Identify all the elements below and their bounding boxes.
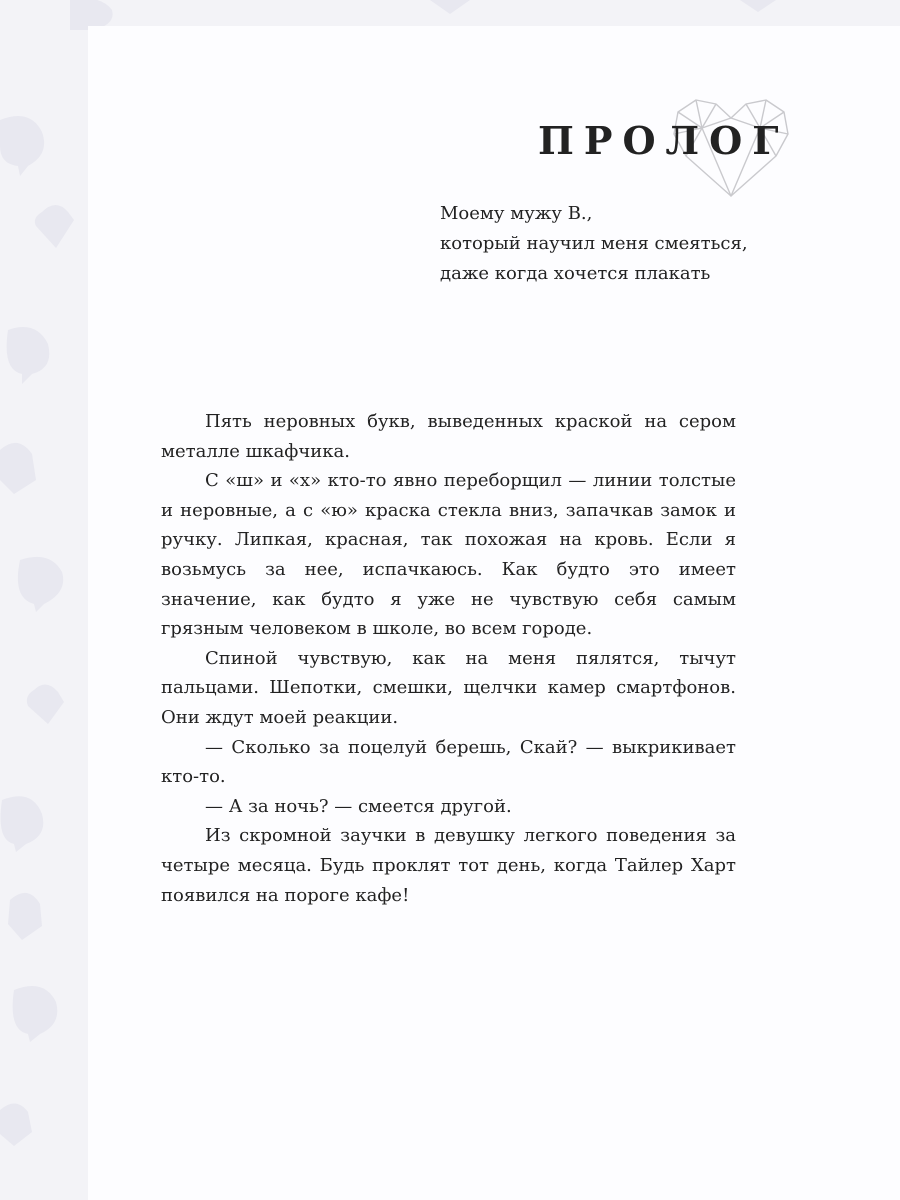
paragraph: Спиной чувствую, как на меня пялятся, тычут пальцами. Шепотки, смешки, щелчки камер смартфонов. Они ждут моей реакции. xyxy=(161,647,736,728)
heart-shape xyxy=(8,893,42,940)
paragraph: С «ш» и «х» кто-то явно переборщил — линии толстые и неровные, а с «ю» краска стекла вниз, запачкав замок и ручку. Липкая, красная, так похожая на кровь. Если я возьмусь за нее, испачкаюсь. Как будто это имеет значение, как будто я уже не чувствую себя самым грязным человеком в школе, во всем городе. xyxy=(161,470,736,640)
heart-shape xyxy=(0,443,36,494)
speech-bubble-shape xyxy=(1,796,44,852)
paragraph: — А за ночь? — смеется другой. xyxy=(205,795,512,817)
epigraph xyxy=(440,199,748,289)
paragraph: Пять неровных букв, выведенных краской на сером металле шкафчика. xyxy=(161,411,736,462)
heart-shape xyxy=(740,0,776,12)
paragraph: Из скромной заучки в девушку легкого поведения за четыре месяца. Будь проклят тот день, когда Тайлер Харт появился на пороге кафе! xyxy=(161,825,736,906)
epigraph-line: который научил меня смеяться, xyxy=(440,233,748,254)
heart-shape xyxy=(0,1103,32,1146)
speech-bubble-shape xyxy=(18,557,63,612)
speech-bubble-shape xyxy=(0,116,44,176)
heart-shape xyxy=(35,205,74,248)
epigraph-line: даже когда хочется плакать xyxy=(440,263,711,284)
chapter-body xyxy=(161,407,736,910)
chapter-title: ПРОЛОГ xyxy=(538,118,789,163)
heart-shape xyxy=(27,684,64,724)
speech-bubble-shape xyxy=(13,986,58,1042)
paragraph: — Сколько за поцелуй берешь, Скай? — выкрикивает кто-то. xyxy=(161,736,736,788)
heart-shape xyxy=(430,0,470,14)
epigraph-line: Моему мужу В., xyxy=(440,203,593,224)
speech-bubble-shape xyxy=(7,327,50,384)
